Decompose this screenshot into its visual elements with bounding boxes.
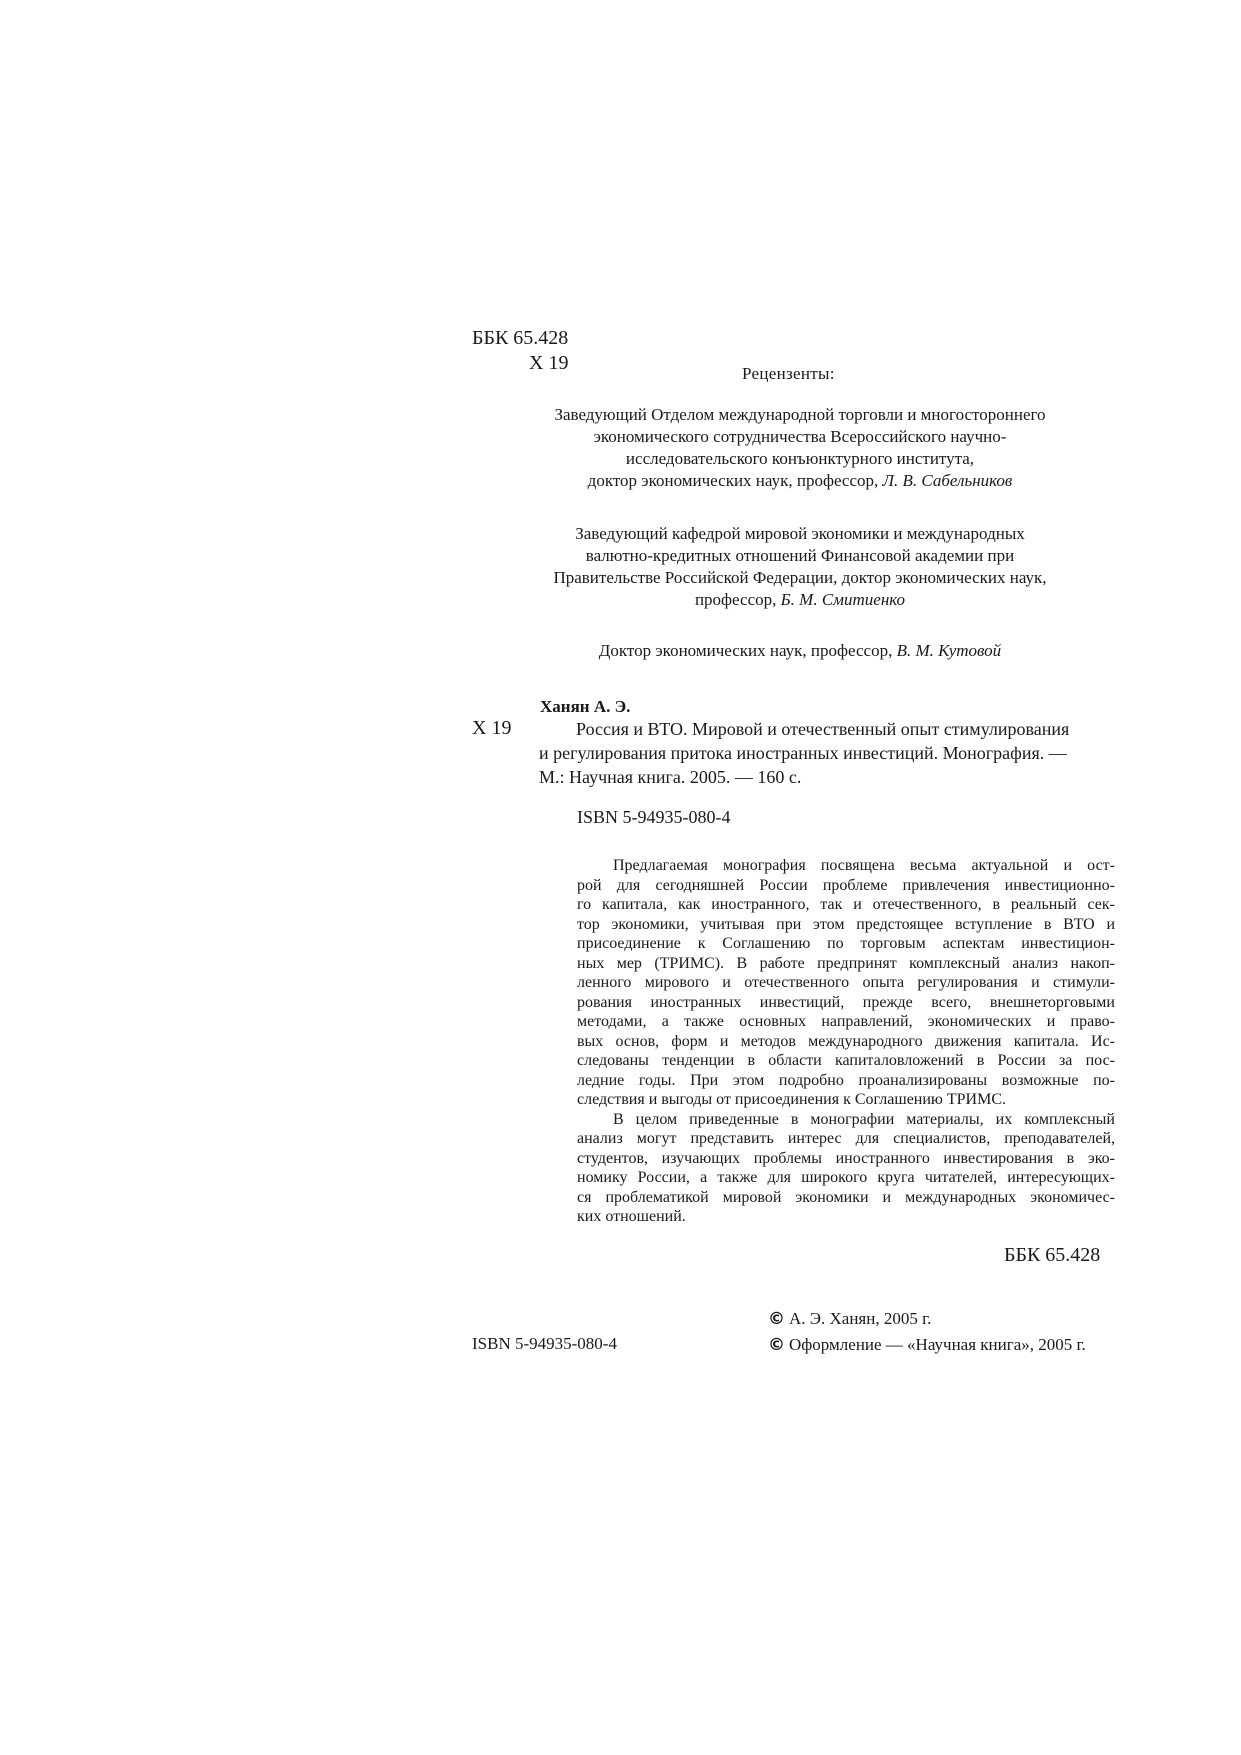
copyright-design [768,1335,1086,1355]
annotation-line: следованы тенденции в области капиталовложений в России за пос- [577,1052,1115,1069]
annotation [577,856,1115,1227]
annotation-line: тор экономики, учитывая при этом предстоящее вступление в ВТО и [577,915,1115,933]
reviewer-2-credentials: профессор, [694,590,777,609]
reviewer-1-line: исследовательского конъюнктурного института, [625,449,975,468]
author-sign-entry: Х 19 [472,717,512,739]
reviewer-1-line [470,470,1130,492]
reviewer-1 [470,404,1130,492]
reviewer-1-name: Л. В. Сабельников [882,471,1013,490]
book-title-line: Россия и ВТО. Мировой и отечественный опыт стимулирования [576,719,1070,739]
reviewer-1-line: Заведующий Отделом международной торговли и многостороннего [554,405,1046,424]
annotation-line: номику России, а также для широкого круга читателей, интересующих- [577,1169,1115,1186]
copyright-icon: © [768,1309,785,1329]
annotation-line: анализ могут представить интерес для специалистов, преподавателей, [577,1130,1115,1147]
reviewer-2-line: Правительстве Российской Федерации, доктор экономических наук, [553,568,1047,587]
annotation-line: ленного мирового и отечественного опыта регулирования и стимули- [577,974,1115,991]
copyright-author-text: А. Э. Ханян, 2005 г. [789,1309,932,1328]
author-sign-top: Х 19 [529,352,569,374]
reviewer-1-line: экономического сотрудничества Всероссийского научно- [593,427,1007,446]
reviewer-3-line [470,640,1130,662]
reviewer-2-name: Б. М. Смитиенко [780,590,906,609]
reviewer-2 [470,523,1130,611]
reviewer-3-name: В. М. Кутовой [896,641,1002,660]
reviewer-2-line [470,589,1130,611]
annotation-line: Предлагаемая монография посвящена весьма актуальной и ост- [613,857,1115,874]
annotation-line: методами, а также основных направлений, экономических и право- [577,1013,1115,1030]
reviewers-title: Рецензенты: [742,364,835,383]
annotation-line: ких отношений. [577,1208,686,1225]
copyright-author [768,1309,931,1329]
annotation-line: вых основ, форм и методов международного движения капитала. Ис- [577,1032,1115,1050]
annotation-line: рования иностранных инвестиций, прежде всего, внешнеторговыми [577,993,1115,1011]
book-title-line: М.: Научная книга. 2005. — 160 с. [539,767,802,787]
book-title [540,717,1110,789]
bbk-code-top: ББК 65.428 [472,327,569,349]
annotation-line: ледние годы. При этом подробно проанализированы возможные по- [577,1071,1115,1089]
annotation-line: ных мер (ТРИМС). В работе предпринят комплексный анализ накоп- [577,954,1115,972]
copyright-icon: © [768,1335,785,1355]
annotation-line: ся проблематикой мировой экономики и международных экономичес- [577,1188,1115,1206]
copyright-design-text: Оформление — «Научная книга», 2005 г. [789,1335,1086,1354]
book-title-line: и регулирования притока иностранных инвестиций. Монография. — [539,743,1067,763]
annotation-line: го капитала, как иностранного, так и отечественного, в реальный сек- [577,896,1115,913]
annotation-line: рой для сегодняшней России проблеме привлечения инвестиционно- [577,876,1115,894]
reviewer-3 [470,640,1130,662]
annotation-line: студентов, изучающих проблемы иностранного инвестирования в эко- [577,1149,1115,1167]
annotation-line: В целом приведенные в монографии материалы, их комплексный [613,1110,1115,1128]
reviewer-1-credentials: доктор экономических наук, профессор, [587,471,879,490]
book-author: Ханян А. Э. [540,697,631,716]
reviewer-3-credentials: Доктор экономических наук, профессор, [598,641,893,660]
isbn-bottom: ISBN 5-94935-080-4 [472,1334,617,1353]
bbk-code-bottom: ББК 65.428 [1004,1244,1101,1266]
reviewer-2-line: Заведующий кафедрой мировой экономики и международных [575,524,1025,543]
book-isbn: ISBN 5-94935-080-4 [577,807,731,827]
annotation-line: присоединение к Соглашению по торговым аспектам инвестицион- [577,935,1115,952]
annotation-line: следствия и выгоды от присоединения к Соглашению ТРИМС. [577,1091,1006,1108]
reviewer-2-line: валютно-кредитных отношений Финансовой академии при [585,546,1015,565]
